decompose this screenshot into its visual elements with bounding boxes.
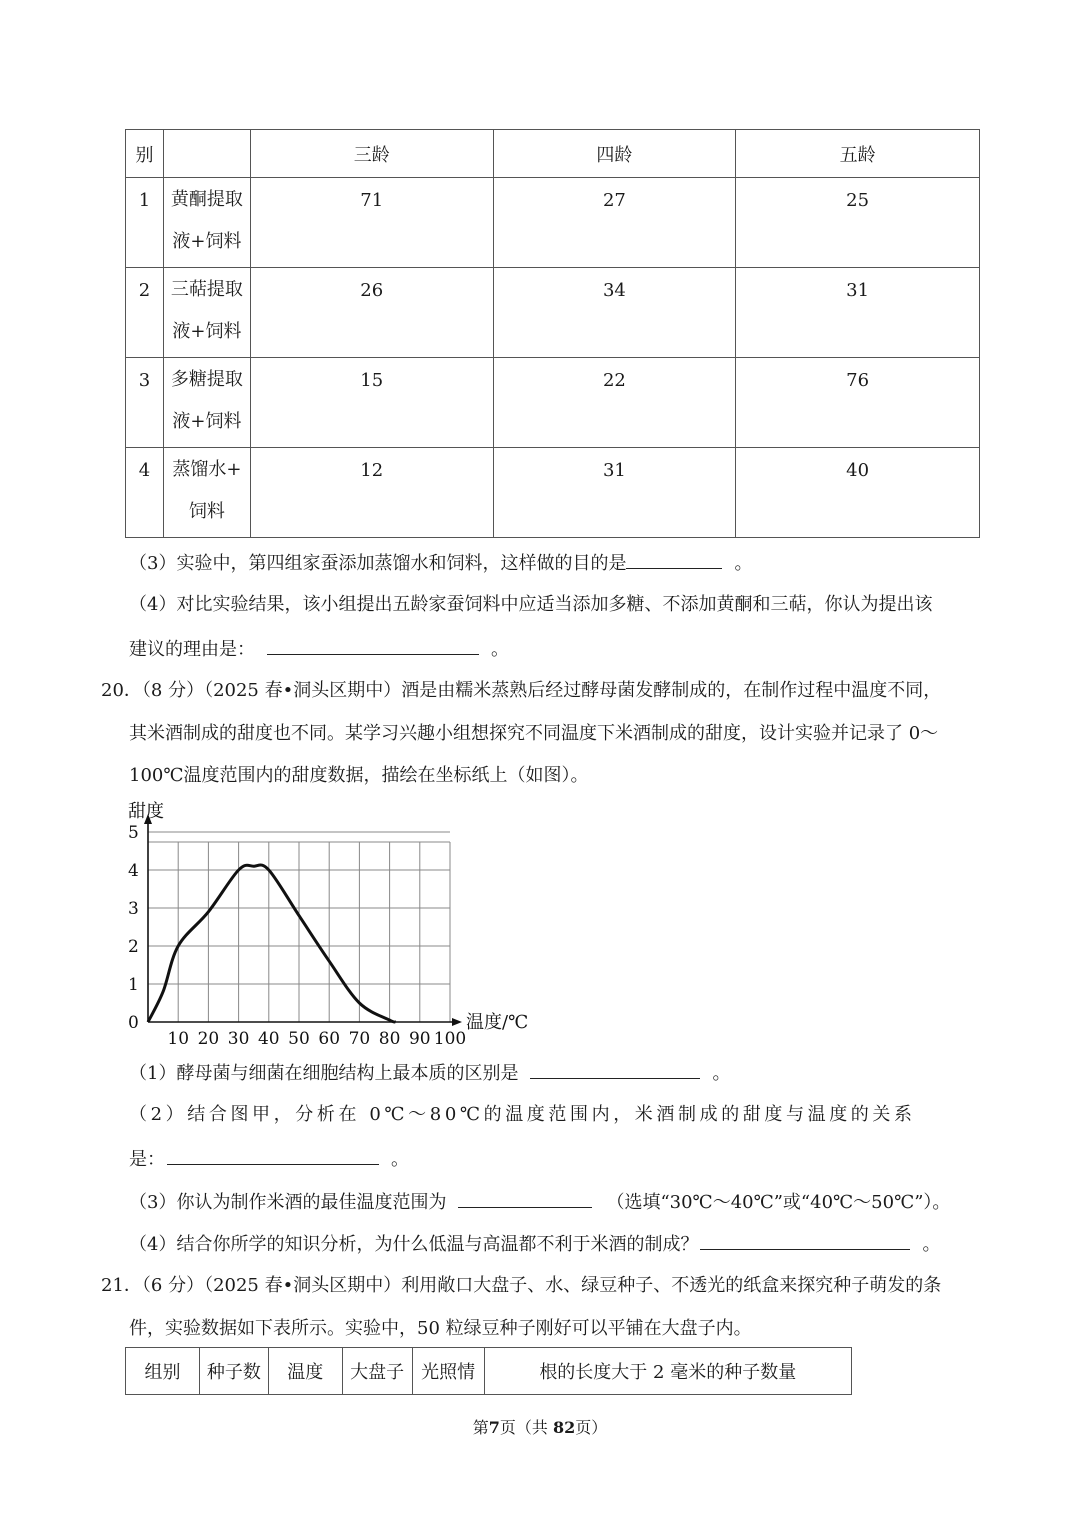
answer-blank[interactable]	[167, 1146, 379, 1165]
y-tick-label: 3	[128, 899, 139, 919]
page-total: 82	[552, 1418, 576, 1437]
q19-part3-end: 。	[734, 553, 753, 574]
x-tick-label: 80	[378, 1029, 401, 1049]
y-tick-label: 1	[128, 975, 139, 995]
sweetness-chart	[100, 795, 560, 1050]
footer-text: 页（共	[499, 1418, 553, 1437]
table-cell: 31	[602, 460, 626, 481]
group-label: 液+饲料	[172, 411, 242, 432]
q20-part4-text: （4）结合你所学的知识分析，为什么低温与高温都不利于米酒的制成？	[129, 1234, 699, 1255]
group-label: 液+饲料	[172, 231, 242, 252]
table-cell: 25	[846, 190, 870, 211]
answer-blank[interactable]	[530, 1060, 700, 1079]
footer-text: 页）	[575, 1418, 608, 1437]
x-tick-label: 40	[257, 1029, 280, 1049]
x-tick-label: 20	[197, 1029, 220, 1049]
sweetness-curve	[148, 865, 396, 1022]
header-cell: 种子数	[206, 1362, 261, 1383]
table-cell: 12	[360, 460, 384, 481]
q20-part3	[129, 1189, 950, 1215]
y-axis-label: 甜度	[128, 801, 164, 822]
header-cell: 光照情	[421, 1362, 476, 1383]
y-tick-label: 0	[128, 1013, 139, 1033]
row-number: 4	[138, 460, 151, 481]
x-axis-arrow	[452, 1018, 462, 1026]
group-label: 液+饲料	[172, 321, 242, 342]
header-cell: 根的长度大于 2 毫米的种子数量	[539, 1362, 797, 1383]
q19-part4-text: 建议的理由是：	[129, 639, 255, 660]
table-cell: 34	[602, 280, 626, 301]
q19-part4-line1: （4）对比实验结果，该小组提出五龄家蚕饲料中应适当添加多糖、不添加黄酮和三萜，你认为提出该	[129, 594, 933, 615]
q19-part4-line2	[129, 636, 509, 662]
row-number: 2	[138, 280, 151, 301]
table-cell: 40	[846, 460, 870, 481]
q20-part1	[129, 1060, 730, 1086]
q20-part1-end: 。	[712, 1063, 731, 1084]
group-label: 饲料	[188, 501, 225, 522]
table-cell: 22	[602, 370, 626, 391]
y-tick-label: 2	[128, 937, 139, 957]
q21-stem-line2: 件，实验数据如下表所示。实验中，50 粒绿豆种子刚好可以平铺在大盘子内。	[129, 1318, 752, 1339]
group-label: 蒸馏水+	[172, 459, 242, 480]
answer-blank[interactable]	[626, 550, 722, 569]
table-header-row	[126, 130, 980, 178]
x-tick-label: 100	[433, 1029, 467, 1049]
germination-table	[125, 1347, 852, 1395]
row-number: 1	[138, 190, 151, 211]
answer-blank[interactable]	[700, 1231, 910, 1250]
x-axis-label: 温度/℃	[466, 1012, 529, 1033]
q20-part3-options: （选填“30℃～40℃”或“40℃～50℃”）。	[606, 1192, 951, 1213]
x-tick-label: 50	[288, 1029, 310, 1049]
q20-stem-line2: 其米酒制成的甜度也不同。某学习兴趣小组想探究不同温度下米酒制成的甜度，设计实验并记录了 0～	[129, 723, 939, 744]
table-cell: 71	[360, 190, 384, 211]
x-tick-label: 30	[227, 1029, 250, 1049]
q20-stem-line1: 20．（8 分）（2025 春•洞头区期中）酒是由糯米蒸熟后经过酵母菌发酵制成的，在制作过程中温度不同，	[101, 680, 942, 701]
x-tick-label: 70	[348, 1029, 371, 1049]
q20-part1-text: （1）酵母菌与细菌在细胞结构上最本质的区别是	[129, 1063, 519, 1084]
header-cell: 温度	[287, 1362, 324, 1383]
group-label: 三萜提取	[170, 279, 243, 300]
table-row	[126, 268, 980, 358]
table-cell: 15	[360, 370, 384, 391]
silkworm-table	[125, 129, 980, 538]
q20-part3-text: （3）你认为制作米酒的最佳温度范围为	[129, 1192, 447, 1213]
group-label: 多糖提取	[170, 369, 243, 390]
row-number: 3	[138, 370, 151, 391]
header-cell: 组别	[144, 1362, 181, 1383]
y-tick-label: 5	[128, 823, 139, 843]
header-cell: 别	[135, 144, 154, 166]
q21-stem-line1: 21．（6 分）（2025 春•洞头区期中）利用敞口大盘子、水、绿豆种子、不透光的纸盒来探究种子萌发的条	[101, 1275, 942, 1296]
x-tick-label: 10	[167, 1029, 190, 1049]
table-row	[126, 358, 980, 448]
answer-blank[interactable]	[267, 636, 479, 655]
q19-part3	[129, 550, 752, 576]
table-cell: 31	[846, 280, 870, 301]
y-tick-label: 4	[128, 861, 139, 881]
q19-part3-text: （3）实验中，第四组家蚕添加蒸馏水和饲料，这样做的目的是	[129, 553, 627, 574]
q20-part2-line1: （2）结合图甲，分析在 0℃～80℃的温度范围内，米酒制成的甜度与温度的关系	[129, 1104, 916, 1125]
q20-part2-text: 是：	[129, 1149, 165, 1170]
table-header-row	[126, 1348, 852, 1395]
footer-text: 第	[472, 1418, 489, 1437]
header-cell: 四龄	[596, 144, 633, 166]
q20-stem-line3: 100℃温度范围内的甜度数据，描绘在坐标纸上（如图）。	[129, 765, 589, 786]
page-number: 7	[488, 1418, 500, 1437]
table-cell: 76	[846, 370, 870, 391]
page-footer	[0, 1415, 1080, 1438]
header-cell: 大盘子	[350, 1362, 405, 1383]
table-row	[126, 178, 980, 268]
x-tick-label: 90	[408, 1029, 431, 1049]
table-cell: 27	[602, 190, 626, 211]
q19-part4-end: 。	[491, 639, 509, 660]
answer-blank[interactable]	[458, 1189, 592, 1208]
q20-part2-line2	[129, 1146, 409, 1172]
header-cell: 三龄	[353, 144, 390, 166]
q20-part4	[129, 1231, 940, 1257]
group-label: 黄酮提取	[170, 189, 243, 210]
x-tick-label: 60	[318, 1029, 341, 1049]
header-cell	[163, 130, 250, 178]
table-cell: 26	[360, 280, 384, 301]
table-row	[126, 448, 980, 538]
q20-part2-end: 。	[391, 1149, 409, 1170]
q20-part4-end: 。	[922, 1234, 941, 1255]
header-cell: 五龄	[839, 144, 876, 166]
